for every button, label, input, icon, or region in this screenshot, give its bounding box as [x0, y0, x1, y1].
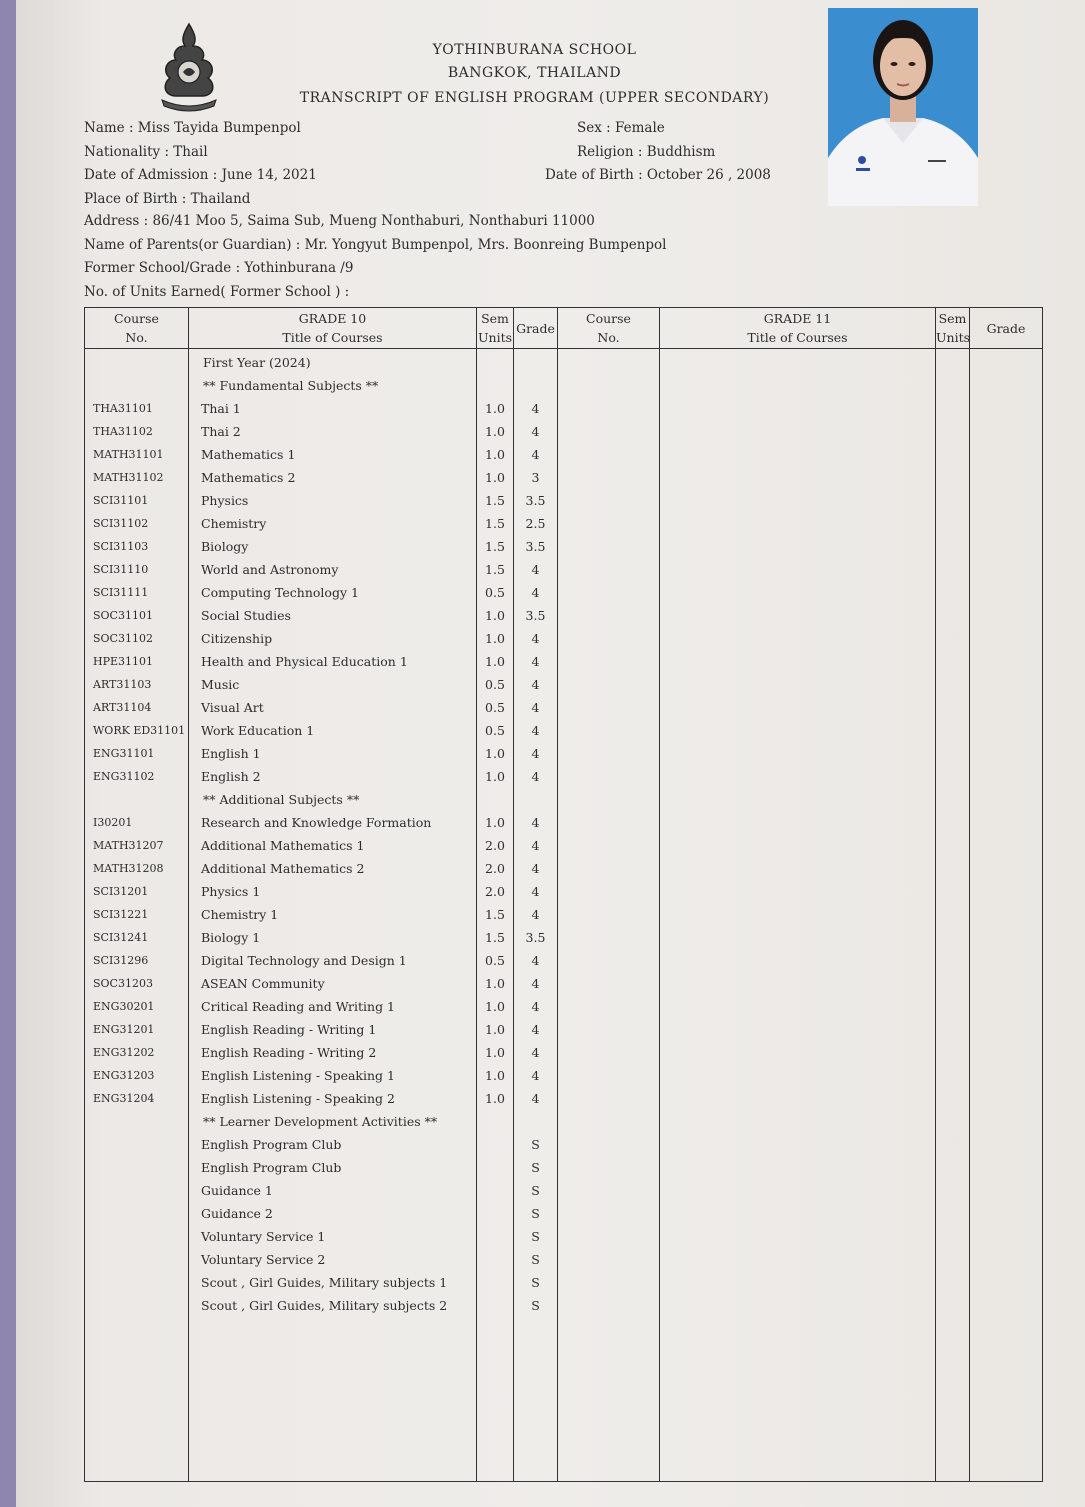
course-units: 1.0 [485, 769, 505, 784]
course-title: Physics [201, 493, 249, 508]
course-grade: 4 [531, 631, 540, 646]
course-code: SCI31296 [93, 954, 149, 967]
course-units: 1.0 [485, 424, 505, 439]
course-code: I30201 [93, 816, 133, 829]
course-units [477, 1294, 513, 1317]
student-name: Name : Miss Tayida Bumpenpol [84, 120, 301, 136]
course-grade: 4 [531, 1068, 540, 1083]
course-grade: 4 [531, 723, 540, 738]
course-title: Scout , Girl Guides, Military subjects 1 [201, 1275, 448, 1290]
course-grade [514, 1110, 557, 1133]
course-code: ENG31101 [93, 747, 155, 760]
course-title: English Listening - Speaking 2 [201, 1091, 395, 1106]
course-grade: 4 [531, 861, 540, 876]
course-code [85, 1133, 188, 1156]
course-grade: 3.5 [525, 493, 546, 508]
course-grade: 4 [531, 424, 540, 439]
course-units: 1.0 [485, 746, 505, 761]
course-code [85, 1179, 188, 1202]
g11-grade-column [970, 349, 1043, 1482]
course-units: 1.0 [485, 1068, 505, 1083]
parents-name: Name of Parents(or Guardian) : Mr. Yongyut Bumpenpol, Mrs. Boonreing Bumpenpol [84, 237, 667, 253]
table-body-row [85, 349, 1043, 1482]
course-title: Health and Physical Education 1 [201, 654, 408, 669]
course-title: Digital Technology and Design 1 [201, 953, 407, 968]
student-sex: Sex : Female [577, 120, 665, 136]
course-title: Thai 1 [201, 401, 241, 416]
units-earned: No. of Units Earned( Former School ) : [84, 284, 350, 300]
g10-course-no-header: Course No. [85, 308, 189, 349]
course-grade: 4 [531, 677, 540, 692]
course-grade: 4 [531, 976, 540, 991]
date-of-birth: Date of Birth : October 26 , 2008 [545, 167, 771, 183]
section-heading: ** Fundamental Subjects ** [203, 378, 379, 393]
course-title: Work Education 1 [201, 723, 315, 738]
course-units [477, 1110, 513, 1133]
g11-units-column [936, 349, 970, 1482]
course-code: ENG31203 [93, 1069, 155, 1082]
course-code [85, 1202, 188, 1225]
course-grade: S [531, 1298, 540, 1313]
course-title: Visual Art [201, 700, 264, 715]
course-grade: 4 [531, 700, 540, 715]
table-header-row [85, 308, 1043, 349]
course-title: Chemistry 1 [201, 907, 279, 922]
course-code: SCI31111 [93, 586, 149, 599]
course-grade: S [531, 1206, 540, 1221]
g10-grade-column [514, 349, 558, 1482]
course-code [85, 788, 188, 811]
former-school: Former School/Grade : Yothinburana /9 [84, 260, 354, 276]
course-code: SCI31102 [93, 517, 149, 530]
course-units: 1.5 [485, 907, 505, 922]
course-title: Mathematics 1 [201, 447, 296, 462]
g10-units-column [477, 349, 514, 1482]
course-units: 1.0 [485, 631, 505, 646]
course-code: SOC31203 [93, 977, 153, 990]
course-grade: 3.5 [525, 608, 546, 623]
course-units: 1.0 [485, 1045, 505, 1060]
course-code: ENG31201 [93, 1023, 155, 1036]
course-grade: S [531, 1229, 540, 1244]
course-code [85, 374, 188, 397]
course-grade [514, 351, 557, 374]
course-grade: 3.5 [525, 539, 546, 554]
school-name: YOTHINBURANA SCHOOL [432, 42, 637, 58]
course-grade: 4 [531, 999, 540, 1014]
student-nationality: Nationality : Thail [84, 144, 208, 160]
course-title: Music [201, 677, 240, 692]
course-title: Guidance 1 [201, 1183, 273, 1198]
course-title: Research and Knowledge Formation [201, 815, 432, 830]
g11-title-column [660, 349, 936, 1482]
course-grade: 4 [531, 447, 540, 462]
course-grade: 4 [531, 1045, 540, 1060]
course-grade: 2.5 [525, 516, 546, 531]
course-title: Social Studies [201, 608, 291, 623]
course-units: 2.0 [485, 861, 505, 876]
course-grade: 4 [531, 884, 540, 899]
course-code: SOC31101 [93, 609, 153, 622]
g10-grade-header: Grade [514, 308, 558, 349]
course-units [477, 374, 513, 397]
course-units: 1.5 [485, 493, 505, 508]
course-code [85, 1271, 188, 1294]
course-units: 1.5 [485, 930, 505, 945]
course-units [477, 788, 513, 811]
course-units: 0.5 [485, 585, 505, 600]
course-units: 1.0 [485, 447, 505, 462]
place-of-birth: Place of Birth : Thailand [84, 191, 251, 207]
course-title: Computing Technology 1 [201, 585, 359, 600]
course-title: Voluntary Service 1 [201, 1229, 326, 1244]
course-grade: 4 [531, 401, 540, 416]
course-title: Guidance 2 [201, 1206, 273, 1221]
section-heading: ** Additional Subjects ** [203, 792, 360, 807]
course-title: Physics 1 [201, 884, 261, 899]
course-title: Mathematics 2 [201, 470, 296, 485]
g11-grade-header: Grade [970, 308, 1043, 349]
course-units: 1.0 [485, 470, 505, 485]
course-code [85, 1248, 188, 1271]
course-units [477, 1179, 513, 1202]
section-heading: ** Learner Development Activities ** [203, 1114, 438, 1129]
course-grade: S [531, 1137, 540, 1152]
course-code: ART31104 [93, 701, 152, 714]
course-grade: 4 [531, 953, 540, 968]
g10-code-column [85, 349, 189, 1482]
course-grade: S [531, 1160, 540, 1175]
course-units: 0.5 [485, 723, 505, 738]
course-units: 1.0 [485, 654, 505, 669]
course-units: 1.5 [485, 539, 505, 554]
course-code: MATH31102 [93, 471, 164, 484]
course-units: 0.5 [485, 700, 505, 715]
course-code [85, 1294, 188, 1317]
course-code: ENG31204 [93, 1092, 155, 1105]
course-units [477, 1133, 513, 1156]
course-title: Thai 2 [201, 424, 241, 439]
course-grade: S [531, 1275, 540, 1290]
course-title: Biology [201, 539, 249, 554]
course-grade: S [531, 1252, 540, 1267]
course-grade: 4 [531, 1091, 540, 1106]
course-units: 1.5 [485, 562, 505, 577]
course-units: 2.0 [485, 838, 505, 853]
course-grade: 3 [531, 470, 540, 485]
course-grade: 4 [531, 746, 540, 761]
course-units: 1.0 [485, 1091, 505, 1106]
course-code [85, 1110, 188, 1133]
course-code: ENG31202 [93, 1046, 155, 1059]
course-units [477, 1156, 513, 1179]
course-grade: 4 [531, 585, 540, 600]
course-code [85, 351, 188, 374]
course-units: 0.5 [485, 953, 505, 968]
course-units: 1.5 [485, 516, 505, 531]
course-units: 2.0 [485, 884, 505, 899]
course-grade: 4 [531, 838, 540, 853]
student-religion: Religion : Buddhism [577, 144, 716, 160]
course-units [477, 1271, 513, 1294]
course-grade: S [531, 1183, 540, 1198]
course-code: HPE31101 [93, 655, 154, 668]
course-title: English Program Club [201, 1160, 342, 1175]
course-units: 1.0 [485, 608, 505, 623]
course-code: ART31103 [93, 678, 152, 691]
course-code: SCI31201 [93, 885, 149, 898]
course-title: ASEAN Community [201, 976, 325, 991]
section-heading: First Year (2024) [203, 355, 311, 370]
course-title: Additional Mathematics 1 [201, 838, 365, 853]
course-title: Scout , Girl Guides, Military subjects 2 [201, 1298, 448, 1313]
course-code: SCI31221 [93, 908, 149, 921]
course-code: SCI31103 [93, 540, 149, 553]
course-units: 1.0 [485, 999, 505, 1014]
g10-units-header: Sem Units [477, 308, 514, 349]
school-location: BANGKOK, THAILAND [447, 65, 622, 81]
course-units: 1.0 [485, 401, 505, 416]
course-code: WORK ED31101 [93, 724, 186, 737]
course-units: 0.5 [485, 677, 505, 692]
course-grade: 4 [531, 1022, 540, 1037]
course-units: 1.0 [485, 976, 505, 991]
course-grade: 4 [531, 654, 540, 669]
address: Address : 86/41 Moo 5, Saima Sub, Mueng Nonthaburi, Nonthaburi 11000 [84, 213, 595, 229]
course-title: World and Astronomy [201, 562, 339, 577]
course-title: Critical Reading and Writing 1 [201, 999, 396, 1014]
g11-course-no-header: Course No. [558, 308, 660, 349]
g11-code-column [558, 349, 660, 1482]
course-grade: 4 [531, 815, 540, 830]
course-title: English 2 [201, 769, 261, 784]
course-title: English Reading - Writing 2 [201, 1045, 377, 1060]
g10-title-header: GRADE 10 Title of Courses [189, 308, 477, 349]
course-code: ENG31102 [93, 770, 155, 783]
course-title: Biology 1 [201, 930, 261, 945]
course-code: THA31102 [93, 425, 153, 438]
course-units: 1.0 [485, 1022, 505, 1037]
course-grade: 4 [531, 769, 540, 784]
course-units: 1.0 [485, 815, 505, 830]
course-code: MATH31207 [93, 839, 164, 852]
course-grade: 4 [531, 562, 540, 577]
document-title: TRANSCRIPT OF ENGLISH PROGRAM (UPPER SECONDARY) [299, 90, 770, 106]
g11-units-header: Sem Units [936, 308, 970, 349]
course-title: English Reading - Writing 1 [201, 1022, 377, 1037]
g11-title-header: GRADE 11 Title of Courses [660, 308, 936, 349]
course-title: English 1 [201, 746, 261, 761]
course-units [477, 351, 513, 374]
g10-title-column [189, 349, 477, 1482]
course-code: ENG30201 [93, 1000, 155, 1013]
course-code: SCI31110 [93, 563, 149, 576]
student-photo [828, 8, 978, 206]
course-grade [514, 374, 557, 397]
course-code: SOC31102 [93, 632, 153, 645]
course-code: THA31101 [93, 402, 153, 415]
course-title: Chemistry [201, 516, 267, 531]
date-of-admission: Date of Admission : June 14, 2021 [84, 167, 317, 183]
course-title: Citizenship [201, 631, 273, 646]
course-units [477, 1202, 513, 1225]
course-units [477, 1248, 513, 1271]
course-title: English Program Club [201, 1137, 342, 1152]
transcript-table [84, 307, 1043, 1482]
course-code: SCI31241 [93, 931, 149, 944]
course-code [85, 1156, 188, 1179]
course-code: MATH31208 [93, 862, 164, 875]
course-grade: 4 [531, 907, 540, 922]
course-grade: 3.5 [525, 930, 546, 945]
course-title: Additional Mathematics 2 [201, 861, 365, 876]
course-grade [514, 788, 557, 811]
course-title: English Listening - Speaking 1 [201, 1068, 395, 1083]
course-code: MATH31101 [93, 448, 164, 461]
course-title: Voluntary Service 2 [201, 1252, 326, 1267]
course-code: SCI31101 [93, 494, 149, 507]
course-units [477, 1225, 513, 1248]
course-code [85, 1225, 188, 1248]
